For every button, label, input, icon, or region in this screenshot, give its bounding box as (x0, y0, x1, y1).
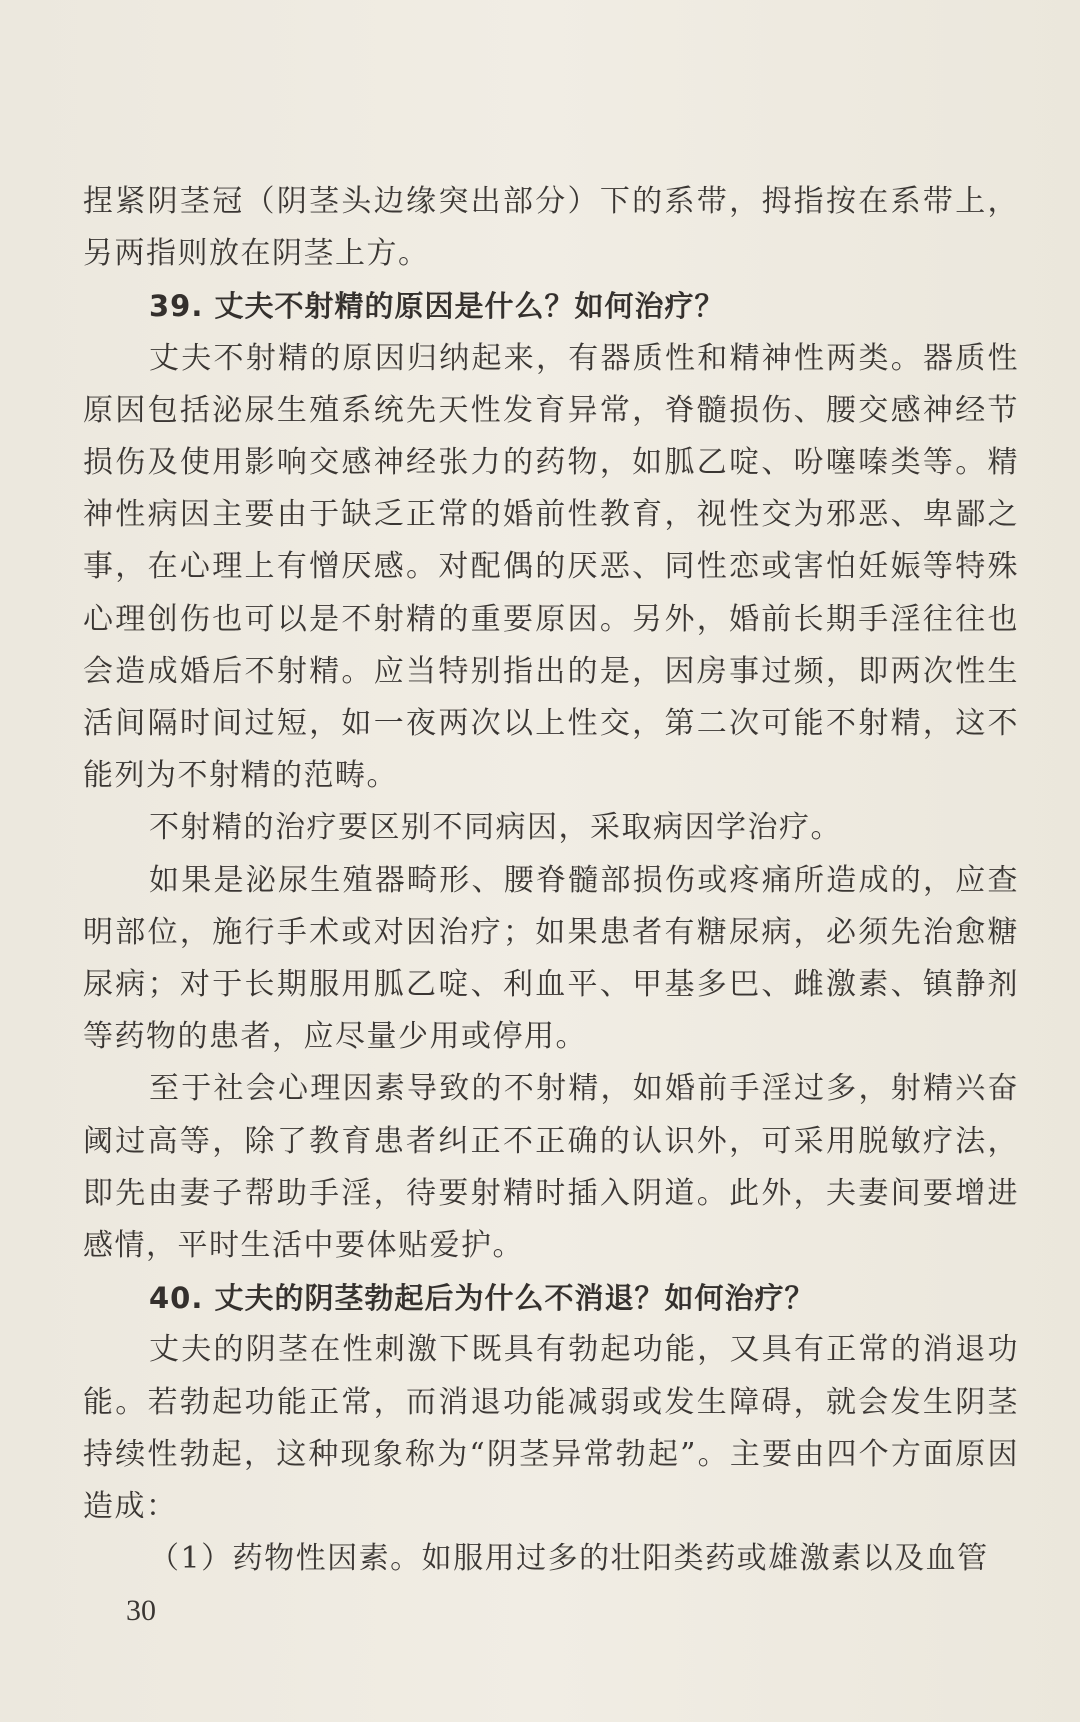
paragraph-treatment-intro: 不射精的治疗要区别不同病因，采取病因学治疗。 (149, 810, 842, 846)
page-body (83, 176, 1019, 1585)
page-number: 30 (126, 1594, 156, 1627)
question-heading-40: 40. 丈夫的阴茎勃起后为什么不消退？如何治疗？ (149, 1281, 815, 1316)
paragraph-priapism-intro: 丈夫的阴茎在性刺激下既具有勃起功能，又具有正常的消退功能。若勃起功能正常，而消退功能减弱或发生障碍，就会发生阴茎持续性勃起，这种现象称为“阴茎异常勃起”。主要由四个方面原因造成： (83, 1332, 1019, 1525)
paragraph-continued: 捏紧阴茎冠（阴茎头边缘突出部分）下的系带，拇指按在系带上，另两指则放在阴茎上方。 (83, 184, 1019, 272)
paragraph-organic-treatment: 如果是泌尿生殖器畸形、腰脊髓部损伤或疼痛所造成的，应查明部位，施行手术或对因治疗；如果患者有糖尿病，必须先治愈糖尿病；对于长期服用胍乙啶、利血平、甲基多巴、雌激素、镇静剂等药物的患者，应尽量少用或停用。 (83, 862, 1019, 1055)
question-heading-39: 39. 丈夫不射精的原因是什么？如何治疗？ (149, 289, 725, 324)
paragraph-causes: 丈夫不射精的原因归纳起来，有器质性和精神性两类。器质性原因包括泌尿生殖系统先天性发育异常，脊髓损伤、腰交感神经节损伤及使用影响交感神经张力的药物，如胍乙啶、吩噻嗪类等。精神性病因主要由于缺乏正常的婚前性教育，视性交为邪恶、卑鄙之事，在心理上有憎厌感。对配偶的厌恶、同性恋或害怕妊娠等特殊心理创伤也可以是不射精的重要原因。另外，婚前长期手淫往往也会造成婚后不射精。应当特别指出的是，因房事过频，即两次性生活间隔时间过短，如一夜两次以上性交，第二次可能不射精，这不能列为不射精的范畴。 (83, 340, 1019, 794)
paragraph-drug-factors: （1）药物性因素。如服用过多的壮阳类药或雄激素以及血管 (149, 1541, 989, 1577)
paragraph-psychological-treatment: 至于社会心理因素导致的不射精，如婚前手淫过多，射精兴奋阈过高等，除了教育患者纠正不正确的认识外，可采用脱敏疗法，即先由妻子帮助手淫，待要射精时插入阴道。此外，夫妻间要增进感情，平时生活中要体贴爱护。 (83, 1071, 1019, 1264)
